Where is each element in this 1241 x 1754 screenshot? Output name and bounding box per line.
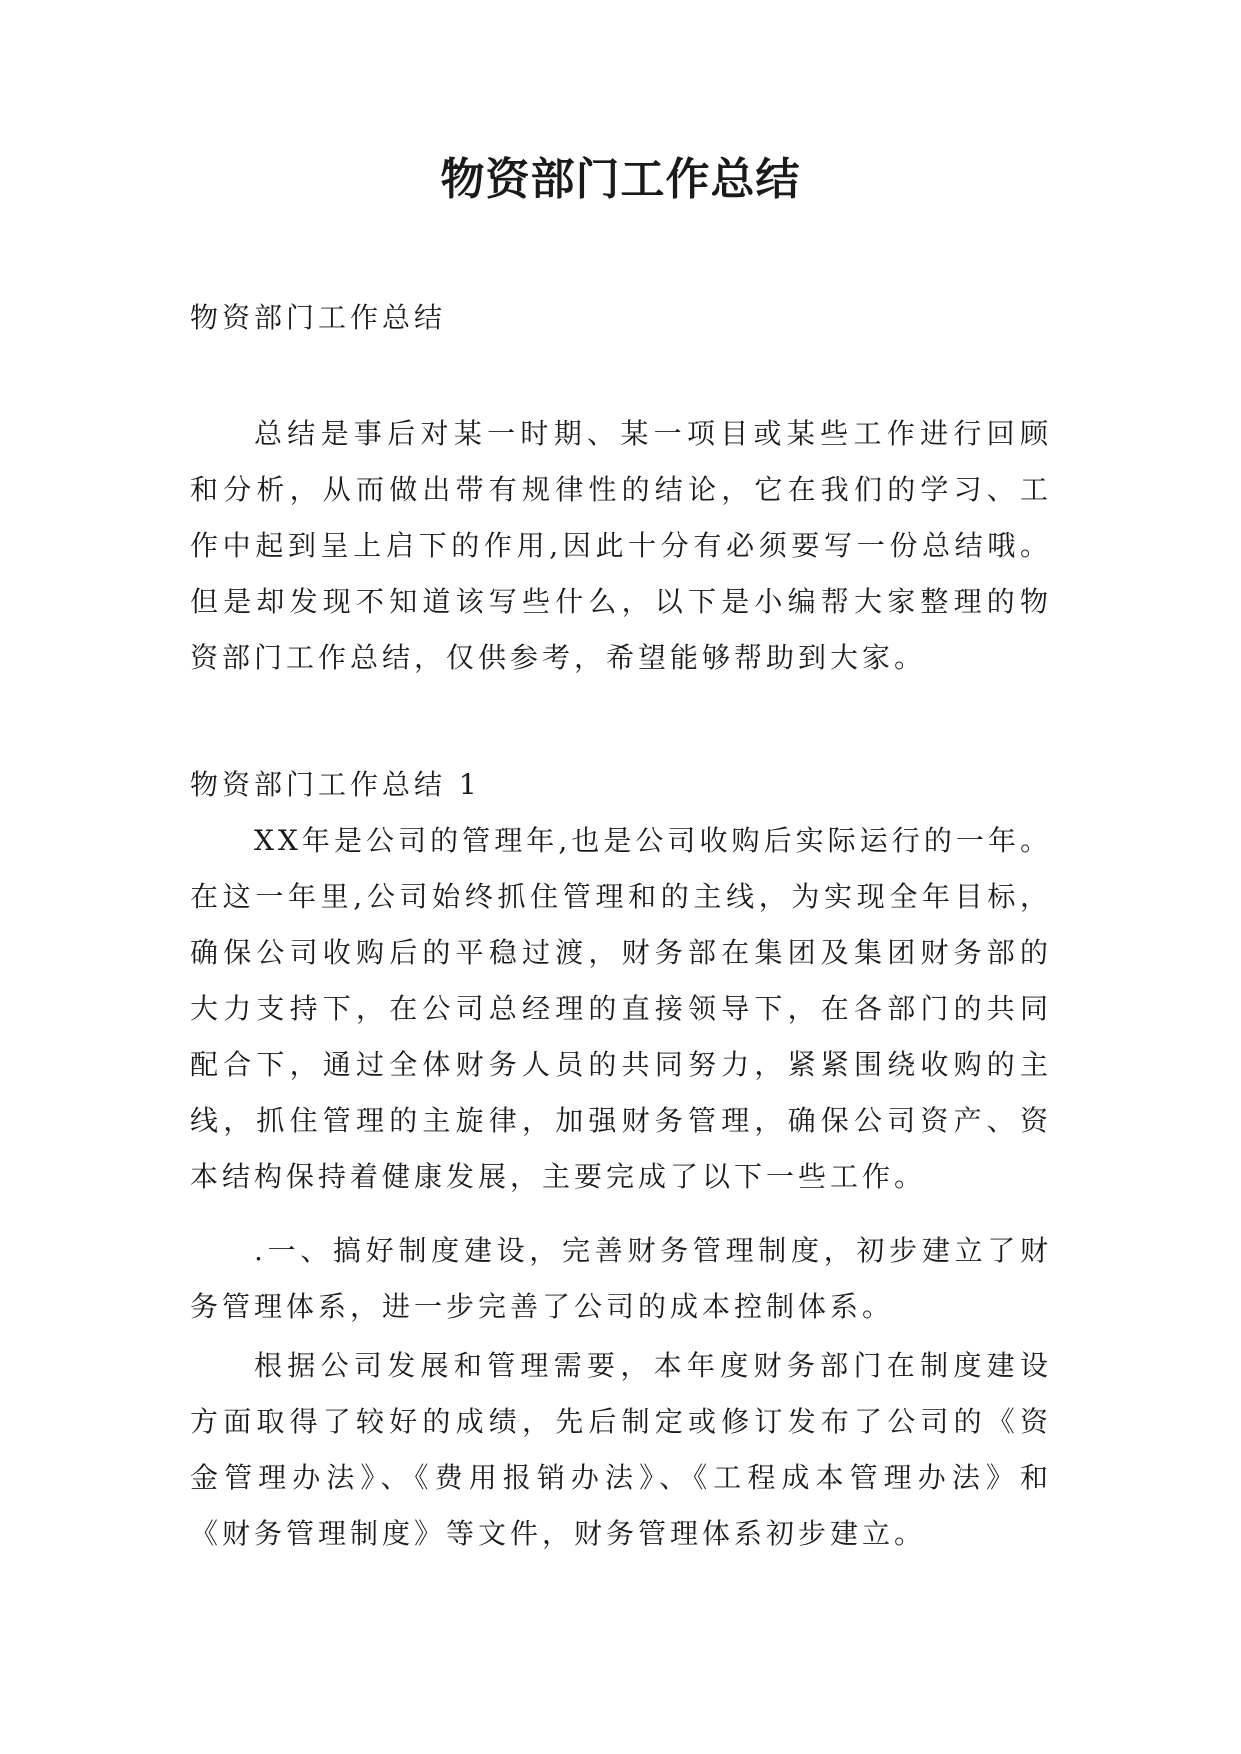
document-title: 物资部门工作总结 xyxy=(440,154,801,205)
section-paragraph: .一、搞好制度建设，完善财务管理制度，初步建立了财务管理体系，进一步完善了公司的成本控制体系。 xyxy=(190,1234,1052,1323)
section-heading: 物资部门工作总结 1 xyxy=(190,768,481,801)
document-subtitle: 物资部门工作总结 xyxy=(190,301,447,334)
section-paragraph: 根据公司发展和管理需要，本年度财务部门在制度建设方面取得了较好的成绩，先后制定或修订发布了公司的《资金管理办法》、《费用报销办法》、《工程成本管理办法》和《财务管理制度》等文件，财务管理体系初步建立。 xyxy=(190,1349,1052,1550)
intro-paragraph: 总结是事后对某一时期、某一项目或某些工作进行回顾和分析，从而做出带有规律性的结论，它在我们的学习、工作中起到呈上启下的作用,因此十分有必须要写一份总结哦。但是却发现不知道该写些什么，以下是小编帮大家整理的物资部门工作总结，仅供参考，希望能够帮助到大家。 xyxy=(190,417,1052,674)
section-paragraph: XX年是公司的管理年,也是公司收购后实际运行的一年。在这一年里,公司始终抓住管理和的主线，为实现全年目标，确保公司收购后的平稳过渡，财务部在集团及集团财务部的大力支持下，在公司总经理的直接领导下，在各部门的共同配合下，通过全体财务人员的共同努力，紧紧围绕收购的主线，抓住管理的主旋律，加强财务管理，确保公司资产、资本结构保持着健康发展，主要完成了以下一些工作。 xyxy=(190,824,1052,1193)
